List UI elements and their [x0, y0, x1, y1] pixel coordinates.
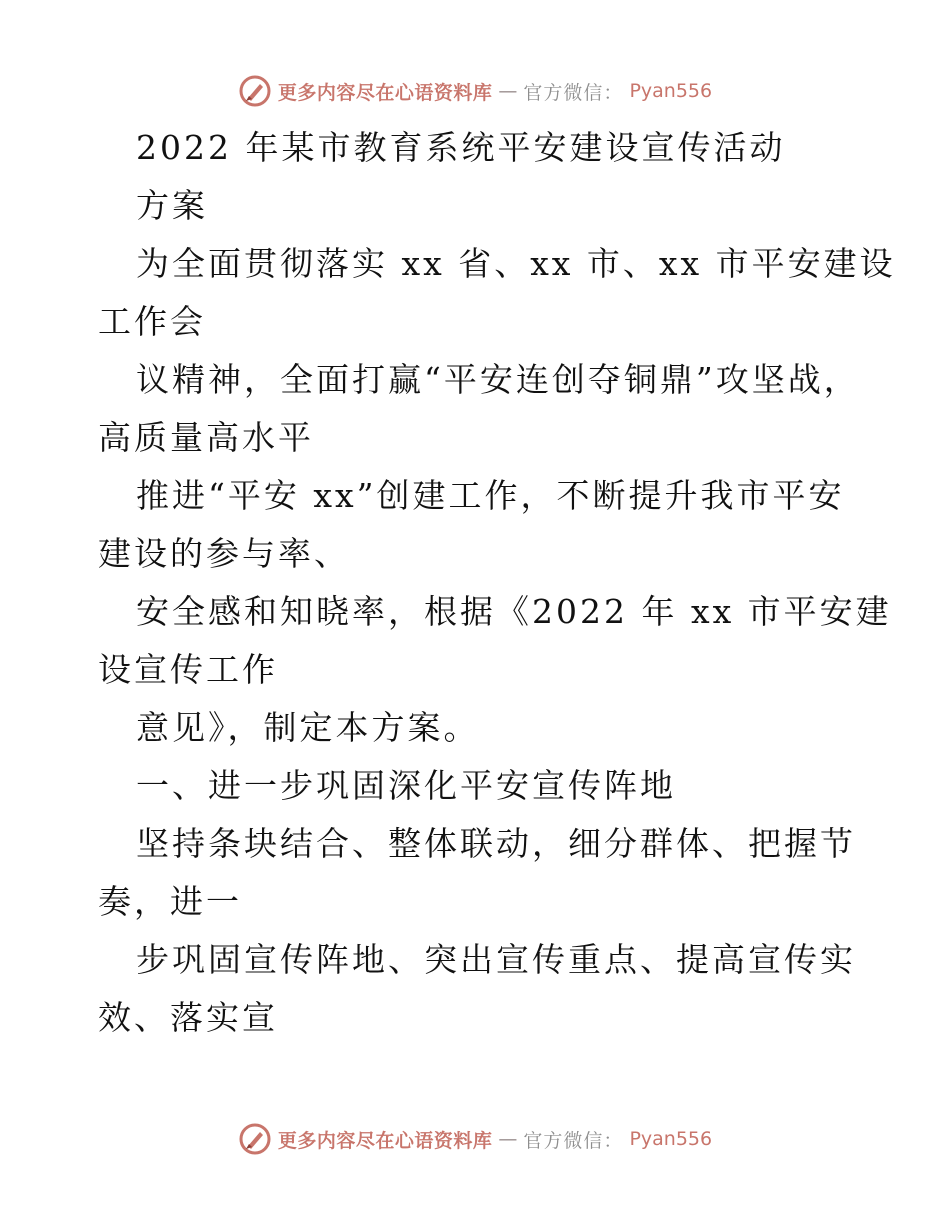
document-title-line-1: 2022 年某市教育系统平安建设宣传活动: [136, 128, 786, 167]
paragraph-line: 设宣传工作: [98, 650, 278, 689]
paragraph-line: 工作会: [98, 302, 206, 341]
pen-nib-logo-icon: [238, 1122, 272, 1156]
document-title-line-2: 方案: [136, 186, 208, 225]
paragraph-line: 为全面贯彻落实 xx 省、xx 市、xx 市平安建设: [136, 244, 896, 283]
paragraph-line: 议精神，全面打赢“平安连创夺铜鼎”攻坚战，: [136, 360, 860, 399]
watermark-wechat-id: Pyan556: [629, 80, 713, 102]
watermark-separator: —: [498, 1128, 518, 1150]
paragraph-line: 步巩固宣传阵地、突出宣传重点、提高宣传实: [136, 940, 856, 979]
watermark-wechat-label: 官方微信：: [523, 1129, 624, 1152]
watermark-main-text: 更多内容尽在心语资料库: [277, 1129, 493, 1152]
header-watermark: [0, 74, 950, 108]
footer-watermark: [0, 1122, 950, 1156]
watermark-wechat-id: Pyan556: [629, 1128, 713, 1150]
pen-nib-logo-icon: [238, 74, 272, 108]
section-heading: 一、进一步巩固深化平安宣传阵地: [136, 766, 676, 805]
paragraph-line: 推进“平安 xx”创建工作，不断提升我市平安: [136, 476, 845, 515]
paragraph-line: 奏，进一: [98, 882, 242, 921]
paragraph-line: 效、落实宣: [98, 998, 278, 1037]
watermark-main-text: 更多内容尽在心语资料库: [277, 81, 493, 104]
paragraph-line: 意见》，制定本方案。: [136, 708, 480, 747]
paragraph-line: 建设的参与率、: [98, 534, 350, 573]
paragraph-line: 坚持条块结合、整体联动，细分群体、把握节: [136, 824, 856, 863]
watermark-wechat-label: 官方微信：: [523, 81, 624, 104]
watermark-separator: —: [498, 80, 518, 102]
paragraph-line: 安全感和知晓率，根据《2022 年 xx 市平安建: [136, 592, 892, 631]
paragraph-line: 高质量高水平: [98, 418, 314, 457]
